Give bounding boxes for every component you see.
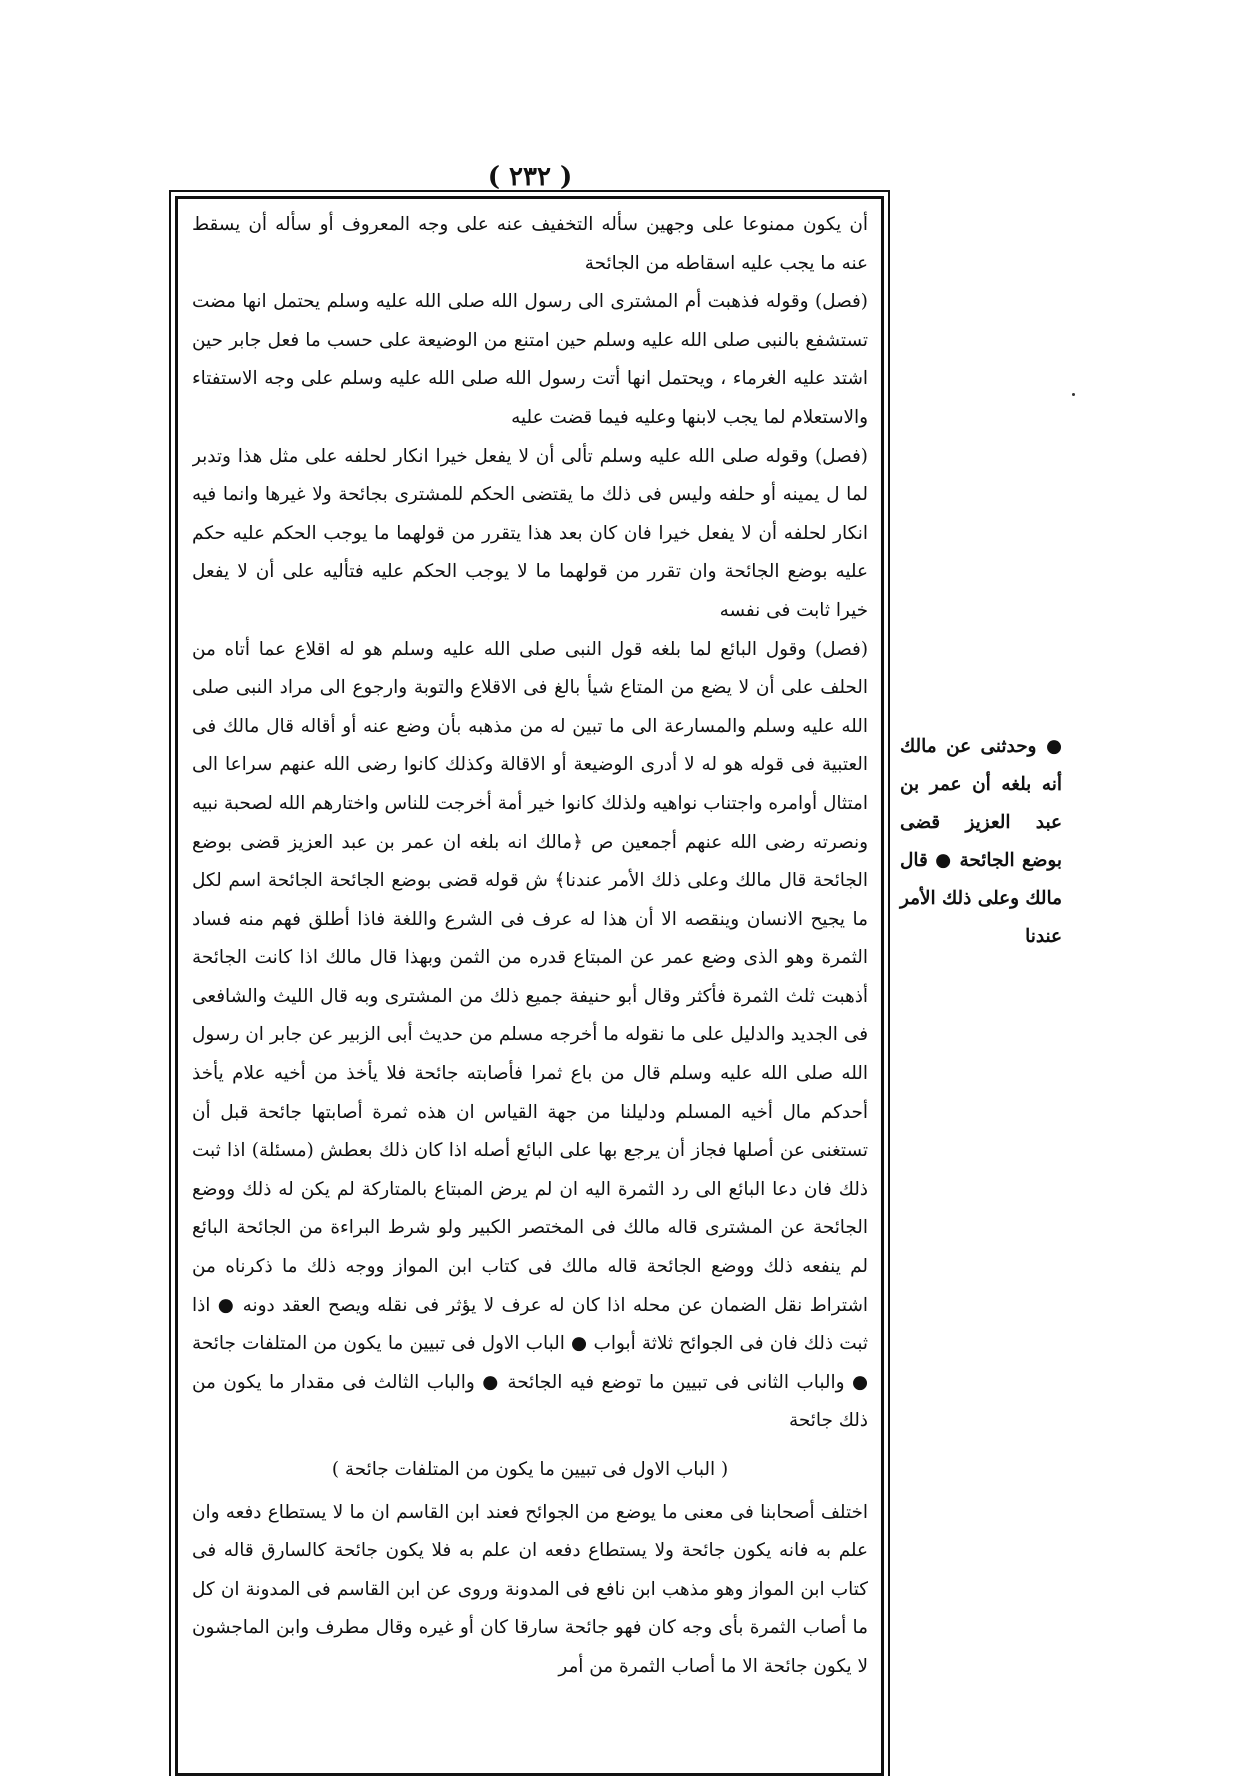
margin-hadith-note: ● وحدثنى عن مالك أنه بلغه أن عمر بن عبد العزيز قضى بوضع الجائحة ● قال مالك وعلى ذلك الأمر عندنا: [900, 736, 1062, 947]
paragraph-1: أن يكون ممنوعا على وجهين سأله التخفيف عنه على وجه المعروف أو سأله أن يسقط عنه ما يجب عليه اسقاطه من الجائحة: [192, 214, 868, 274]
paragraph-3: (فصل) وقوله صلى الله عليه وسلم تألى أن لا يفعل خيرا انكار لحلفه على مثل هذا وتدبر لما ل يمينه أو حلفه وليس فى ذلك ما يقتضى الحكم للمشترى بجائحة ولا غيرها وانما فيه انكار لحلفه أن لا يفعل خيرا فان كان بعد هذا يتقرر من قولهما ما يوجب الحكم عليه حكم عليه بوضع الجائحة وان تقرر من قولهما ما لا يوجب الحكم عليه فتأليه على أن لا يفعل خيرا ثابت فى نفسه: [192, 445, 868, 621]
chapter-heading: ( الباب الاول فى تبيين ما يكون من المتلفات جائحة ): [331, 1459, 729, 1480]
page-number: ( ٢٣٢ ): [487, 162, 573, 192]
paragraph-4: (فصل) وقول البائع لما بلغه قول النبى صلى الله عليه وسلم هو له اقلاع عما أتاه من الحلف على أن لا يضع من المتاع شيأ بالغ فى الاقلاع والتوبة وارجوع الى مراد النبى صلى الله عليه وسلم والمسارعة الى ما تبين له من مذهبه بأن وضع عنه أو أقاله قال مالك فى العتبية فى قوله هو له لا أدرى الوضيعة أو الاقالة وكذلك كانوا رضى الله عنهم سراعا الى امتثال أوامره واجتناب نواهيه ولذلك كانوا خير أمة أخرجت للناس واختارهم الله لصحبة نبيه ونصرته رضى الله عنهم أجمعين ص ﴿مالك انه بلغه ان عمر بن عبد العزيز قضى بوضع الجائحة قال مالك وعلى ذلك الأمر عندنا﴾ ش قوله قضى بوضع الجائحة الجائحة اسم لكل ما يجيح الانسان وينقصه الا أن هذا له عرف فى الشرع واللغة فاذا أطلق فهم منه فساد الثمرة وهو الذى وضع عمر عن المبتاع قدره من الثمن وبهذا قال مالك اذا كانت الجائحة أذهبت ثلث الثمرة فأكثر وقال أبو حنيفة جميع ذلك من المشترى وبه قال الليث والشافعى فى الجديد والدليل على ما نقوله ما أخرجه مسلم من حديث أبى الزبير عن جابر ان رسول الله صلى الله عليه وسلم قال من باع ثمرا فأصابته جائحة فلا يأخذ من أخيه علام يأخذ أحدكم مال أخيه المسلم ودليلنا من جهة القياس ان هذه ثمرة أصابتها جائحة قبل أن تستغنى عن أصلها فجاز أن يرجع بها على البائع أصله اذا كان ذلك بعطش (مسئلة) اذا ثبت ذلك فان دعا البائع الى رد الثمرة اليه ان لم يرض المبتاع بالمتاركة لم يكن له ذلك ووضع الجائحة عن المشترى قاله مالك فى المختصر الكبير ولو شرط البراءة من الجائحة البائع لم ينفعه ذلك ووضع الجائحة قاله مالك فى كتاب ابن المواز ووجه ذلك ما ذكرناه من اشتراط نقل الضمان عن محله اذا كان له عرف لا يؤثر فى نقله ويصح العقد دونه ● اذا ثبت ذلك فان فى الجوائح ثلاثة أبواب ● الباب الاول فى تبيين ما يكون من المتلفات جائحة ● والباب الثانى فى تبيين ما توضع فيه الجائحة ● والباب الثالث فى مقدار ما يكون من ذلك جائحة: [192, 638, 868, 1432]
paragraph-5: اختلف أصحابنا فى معنى ما يوضع من الجوائح فعند ابن القاسم ان ما لا يستطاع دفعه وان علم به فانه يكون جائحة ولا يستطاع دفعه ان علم به فلا يكون جائحة كالسارق قاله فى كتاب ابن المواز وهو مذهب ابن نافع فى المدونة وروى عن ابن القاسم فى المدونة ان كل ما أصاب الثمرة بأى وجه كان فهو جائحة سارقا كان أو غيره وقال مطرف وابن الماجشون لا يكون جائحة الا ما أصاب الثمرة من أمر: [192, 1501, 868, 1677]
paragraph-2: (فصل) وقوله فذهبت أم المشترى الى رسول الله صلى الله عليه وسلم يحتمل انها مضت تستشفع بالنبى صلى الله عليه وسلم حين امتنع من الوضيعة على حسب ما فعل جابر حين اشتد عليه الغرماء ، ويحتمل انها أتت رسول الله صلى الله عليه وسلم على وجه الاستفتاء والاستعلام لما يجب لابنها وعليه فيما قضت عليه: [192, 291, 868, 428]
main-text-block: [192, 206, 868, 1766]
scan-speck: [1072, 393, 1075, 396]
